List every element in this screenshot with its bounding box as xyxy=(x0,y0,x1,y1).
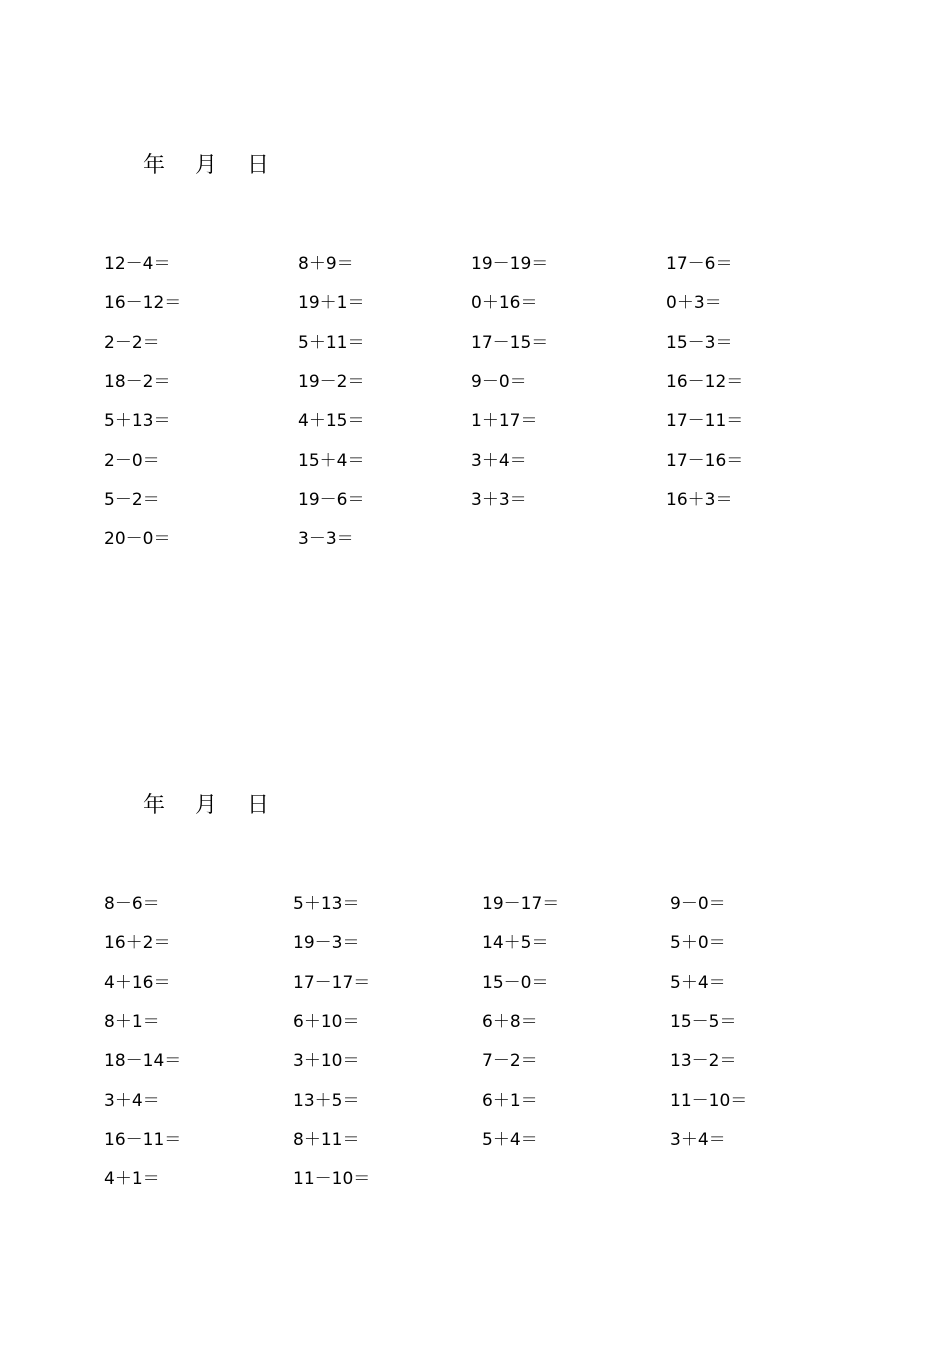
date-line xyxy=(143,788,269,819)
math-problem: 4＋1＝ xyxy=(104,1169,160,1189)
math-problem: 17－16＝ xyxy=(666,451,744,471)
math-problem: 14＋5＝ xyxy=(482,933,549,953)
math-problem: 2－0＝ xyxy=(104,451,160,471)
math-problem: 8＋11＝ xyxy=(293,1130,360,1150)
math-problem: 15－0＝ xyxy=(482,973,549,993)
day-label: 日 xyxy=(247,153,270,178)
math-problem: 19＋1＝ xyxy=(298,293,365,313)
math-problem: 3＋4＝ xyxy=(104,1091,160,1111)
math-problem: 19－17＝ xyxy=(482,894,560,914)
math-problem: 8－6＝ xyxy=(104,894,160,914)
math-problem: 11－10＝ xyxy=(670,1091,748,1111)
math-problem: 17－17＝ xyxy=(293,973,371,993)
math-problem: 18－2＝ xyxy=(104,372,171,392)
day-label: 日 xyxy=(247,793,270,818)
math-problem: 0＋3＝ xyxy=(666,293,722,313)
math-problem: 18－14＝ xyxy=(104,1051,182,1071)
math-problem: 4＋15＝ xyxy=(298,411,365,431)
math-problem: 19－6＝ xyxy=(298,490,365,510)
math-problem: 9－0＝ xyxy=(471,372,527,392)
math-problem: 12－4＝ xyxy=(104,254,171,274)
math-problem: 3＋3＝ xyxy=(471,490,527,510)
math-problem: 5＋11＝ xyxy=(298,333,365,353)
math-problem: 11－10＝ xyxy=(293,1169,371,1189)
math-problem: 17－11＝ xyxy=(666,411,744,431)
math-problem: 5－2＝ xyxy=(104,490,160,510)
math-problem: 5＋4＝ xyxy=(482,1130,538,1150)
month-label: 月 xyxy=(195,153,218,178)
date-line xyxy=(143,148,269,179)
math-problem: 3＋10＝ xyxy=(293,1051,360,1071)
math-problem: 8＋1＝ xyxy=(104,1012,160,1032)
math-problem: 13－2＝ xyxy=(670,1051,737,1071)
math-problem: 3＋4＝ xyxy=(670,1130,726,1150)
math-problem: 19－19＝ xyxy=(471,254,549,274)
math-problem: 0＋16＝ xyxy=(471,293,538,313)
math-problem: 15－3＝ xyxy=(666,333,733,353)
year-label: 年 xyxy=(143,153,166,178)
math-problem: 5＋13＝ xyxy=(293,894,360,914)
math-problem: 19－2＝ xyxy=(298,372,365,392)
math-problem: 3－3＝ xyxy=(298,529,354,549)
math-problem: 13＋5＝ xyxy=(293,1091,360,1111)
math-problem: 5＋0＝ xyxy=(670,933,726,953)
math-problem: 16－12＝ xyxy=(104,293,182,313)
math-problem: 17－6＝ xyxy=(666,254,733,274)
math-problem: 6＋10＝ xyxy=(293,1012,360,1032)
math-problem: 15－5＝ xyxy=(670,1012,737,1032)
math-problem: 2－2＝ xyxy=(104,333,160,353)
math-problem: 9－0＝ xyxy=(670,894,726,914)
math-problem: 4＋16＝ xyxy=(104,973,171,993)
math-problem: 17－15＝ xyxy=(471,333,549,353)
math-problem: 16－12＝ xyxy=(666,372,744,392)
math-problem: 16＋3＝ xyxy=(666,490,733,510)
year-label: 年 xyxy=(143,793,166,818)
math-problem: 5＋4＝ xyxy=(670,973,726,993)
math-problem: 15＋4＝ xyxy=(298,451,365,471)
math-problem: 8＋9＝ xyxy=(298,254,354,274)
math-problem: 7－2＝ xyxy=(482,1051,538,1071)
math-problem: 5＋13＝ xyxy=(104,411,171,431)
math-problem: 6＋1＝ xyxy=(482,1091,538,1111)
math-problem: 3＋4＝ xyxy=(471,451,527,471)
math-problem: 20－0＝ xyxy=(104,529,171,549)
math-problem: 1＋17＝ xyxy=(471,411,538,431)
math-problem: 16－11＝ xyxy=(104,1130,182,1150)
math-problem: 6＋8＝ xyxy=(482,1012,538,1032)
math-problem: 16＋2＝ xyxy=(104,933,171,953)
math-problem: 19－3＝ xyxy=(293,933,360,953)
month-label: 月 xyxy=(195,793,218,818)
